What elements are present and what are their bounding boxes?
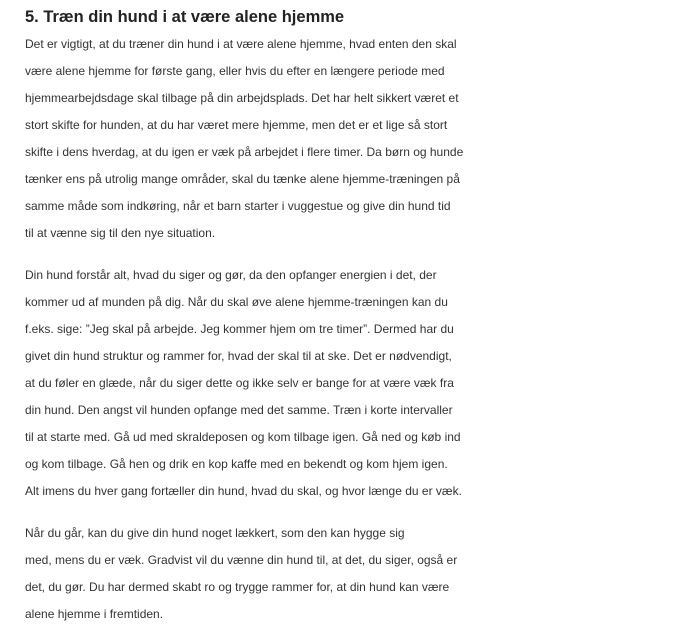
paragraph-line: Alt imens du hver gang fortæller din hund, hvad du skal, og hvor længe du er væk. xyxy=(25,484,462,498)
paragraph-line: tænker ens på utrolig mange områder, skal du tænke alene hjemme-træningen på xyxy=(25,172,460,186)
paragraph-line: med, mens du er væk. Gradvist vil du vænne din hund til, at det, du siger, også er xyxy=(25,553,458,567)
paragraph-line: kommer ud af munden på dig. Når du skal øve alene hjemme-træningen kan du xyxy=(25,295,448,309)
paragraph-line: givet din hund struktur og rammer for, hvad der skal til at ske. Det er nødvendigt, xyxy=(25,349,452,363)
paragraph-line: at du føler en glæde, når du siger dette og ikke selv er bange for at være væk fra xyxy=(25,376,454,390)
paragraph-line: til at vænne sig til den nye situation. xyxy=(25,226,216,240)
paragraph-line: samme måde som indkøring, når et barn starter i vuggestue og give din hund tid xyxy=(25,199,451,213)
paragraph-line: og kom tilbage. Gå hen og drik en kop kaffe med en bekendt og kom hjem igen. xyxy=(25,457,448,471)
paragraph-line: f.eks. sige: ”Jeg skal på arbejde. Jeg kommer hjem om tre timer”. Dermed har du xyxy=(25,322,454,336)
paragraph-1 xyxy=(25,31,675,247)
paragraph-line: stort skifte for hunden, at du har været mere hjemme, men det er et lige så stort xyxy=(25,118,448,132)
article-section xyxy=(25,4,675,628)
paragraph-line: din hund. Den angst vil hunden opfange med det samme. Træn i korte intervaller xyxy=(25,403,453,417)
paragraph-line: Når du går, kan du give din hund noget lækkert, som den kan hygge sig xyxy=(25,526,405,540)
paragraph-line: hjemmearbejdsdage skal tilbage på din arbejdsplads. Det har helt sikkert været et xyxy=(25,91,459,105)
paragraph-line: være alene hjemme for første gang, eller hvis du efter en længere periode med xyxy=(25,64,445,78)
section-heading: 5. Træn din hund i at være alene hjemme xyxy=(25,8,345,26)
paragraph-line: alene hjemme i fremtiden. xyxy=(25,607,164,621)
paragraph-line: til at starte med. Gå ud med skraldeposen og kom tilbage igen. Gå ned og køb ind xyxy=(25,430,461,444)
paragraph-line: Din hund forstår alt, hvad du siger og gør, da den opfanger energien i det, der xyxy=(25,268,437,282)
paragraph-2 xyxy=(25,262,675,505)
paragraph-line: Det er vigtigt, at du træner din hund i at være alene hjemme, hvad enten den skal xyxy=(25,37,457,51)
paragraph-line: det, du gør. Du har dermed skabt ro og trygge rammer for, at din hund kan være xyxy=(25,580,450,594)
paragraph-line: skifte i dens hverdag, at du igen er væk på arbejdet i flere timer. Da børn og hunde xyxy=(25,145,464,159)
paragraph-3 xyxy=(25,520,675,628)
